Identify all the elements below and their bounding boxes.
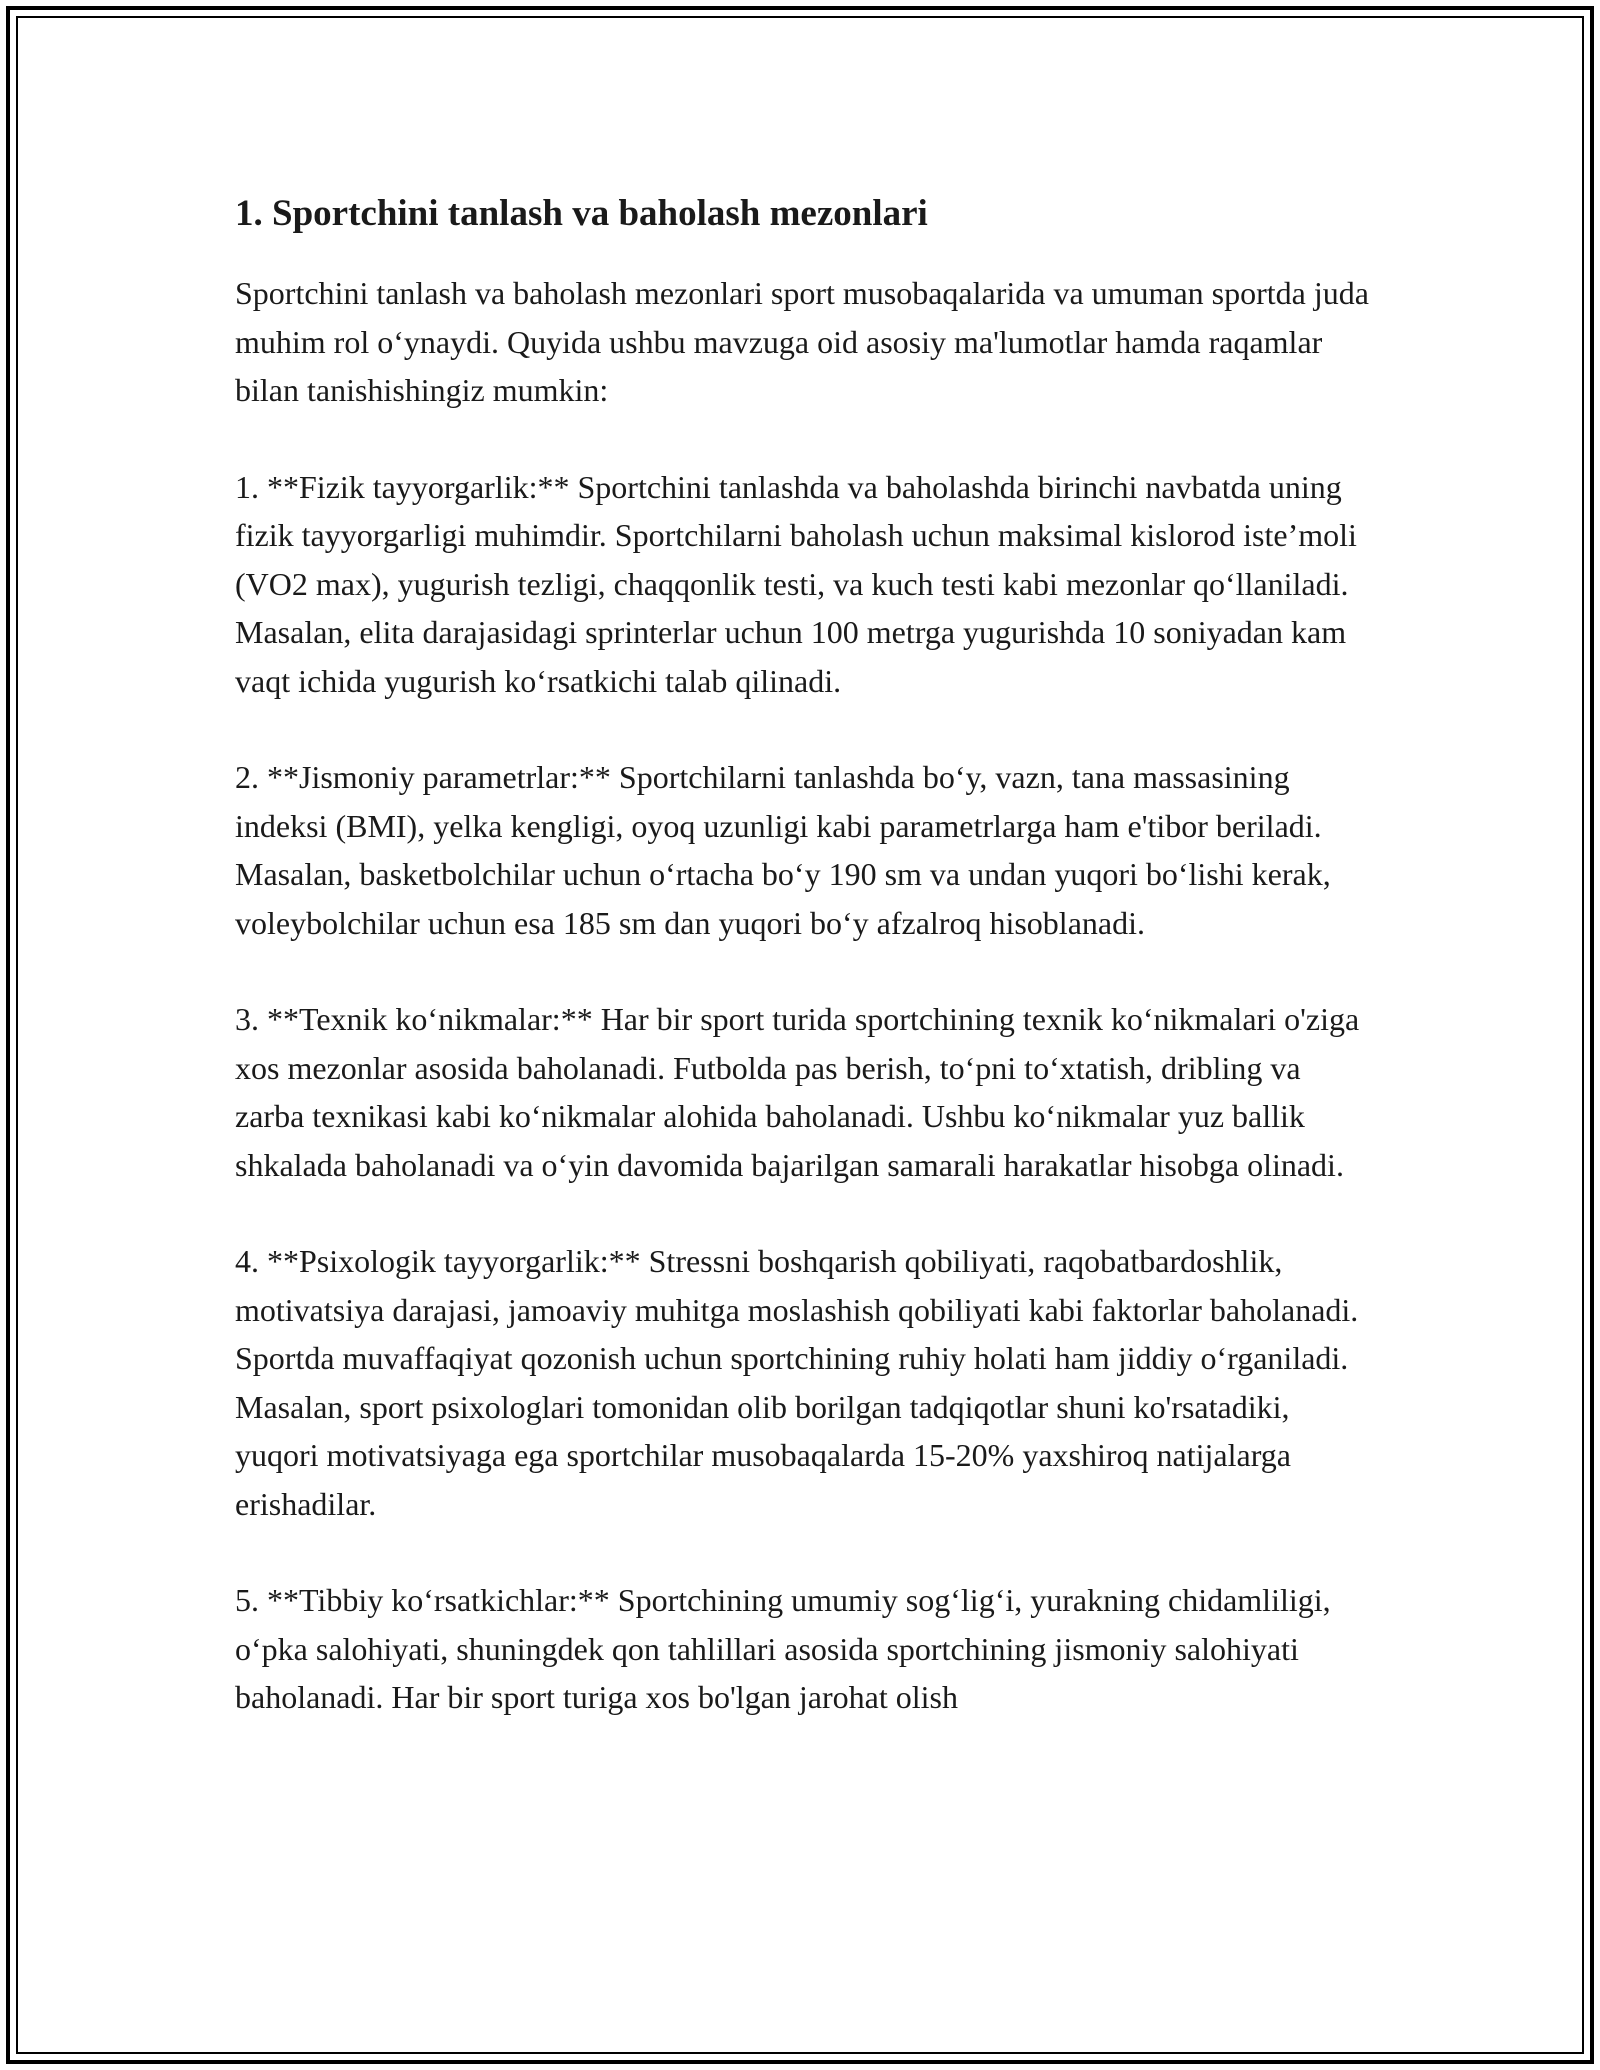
document-body xyxy=(235,188,1375,1770)
intro-paragraph: Sportchini tanlash va baholash mezonlari sport musobaqalarida va umuman sportda juda muhim rol o‘ynaydi. Quyida ushbu mavzuga oid asosiy ma'lumotlar hamda raqamlar bilan tanishishingiz mumkin: xyxy=(235,275,1369,408)
paragraph-psixologik-tayyorgarlik: 4. **Psixologik tayyorgarlik:** Stressni boshqarish qobiliyati, raqobatbardoshlik, motivatsiya darajasi, jamoaviy muhitga moslashish qobiliyati kabi faktorlar baholanadi. Sportda muvaffaqiyat qozonish uchun sportchining ruhiy holati ham jiddiy o‘rganiladi. Masalan, sport psixologlari tomonidan olib borilgan tadqiqotlar shuni ko'rsatadiki, yuqori motivatsiyaga ega sportchilar musobaqalarda 15-20% yaxshiroq natijalarga erishadilar. xyxy=(235,1243,1359,1522)
paragraph-texnik-konikmalar: 3. **Texnik ko‘nikmalar:** Har bir sport turida sportchining texnik ko‘nikmalari o'ziga xos mezonlar asosida baholanadi. Futbolda pas berish, to‘pni to‘xtatish, dribling va zarba texnikasi kabi ko‘nikmalar alohida baholanadi. Ushbu ko‘nikmalar yuz ballik shkalada baholanadi va o‘yin davomida bajarilgan samarali harakatlar hisobga olinadi. xyxy=(235,1001,1360,1183)
paragraph-tibbiy-korsatkichlar: 5. **Tibbiy ko‘rsatkichlar:** Sportchining umumiy sog‘lig‘i, yurakning chidamliligi, o‘pka salohiyati, shuningdek qon tahlillari asosida sportchining jismoniy salohiyati baholanadi. Har bir sport turiga xos bo'lgan jarohat olish xyxy=(235,1582,1331,1715)
paragraph-fizik-tayyorgarlik: 1. **Fizik tayyorgarlik:** Sportchini tanlashda va baholashda birinchi navbatda uning fizik tayyorgarligi muhimdir. Sportchilarni baholash uchun maksimal kislorod iste’moli (VO2 max), yugurish tezligi, chaqqonlik testi, va kuch testi kabi mezonlar qo‘llaniladi. Masalan, elita darajasidagi sprinterlar uchun 100 metrga yugurishda 10 soniyadan kam vaqt ichida yugurish ko‘rsatkichi talab qilinadi. xyxy=(235,468,1357,699)
paragraph-jismoniy-parametrlar: 2. **Jismoniy parametrlar:** Sportchilarni tanlashda bo‘y, vazn, tana massasining indeksi (BMI), yelka kengligi, oyoq uzunligi kabi parametrlarga ham e'tibor beriladi. Masalan, basketbolchilar uchun o‘rtacha bo‘y 190 sm va undan yuqori bo‘lishi kerak, voleybolchilar uchun esa 185 sm dan yuqori bo‘y afzalroq hisoblanadi. xyxy=(235,759,1331,941)
section-heading: 1. Sportchini tanlash va baholash mezonlari xyxy=(235,193,928,234)
